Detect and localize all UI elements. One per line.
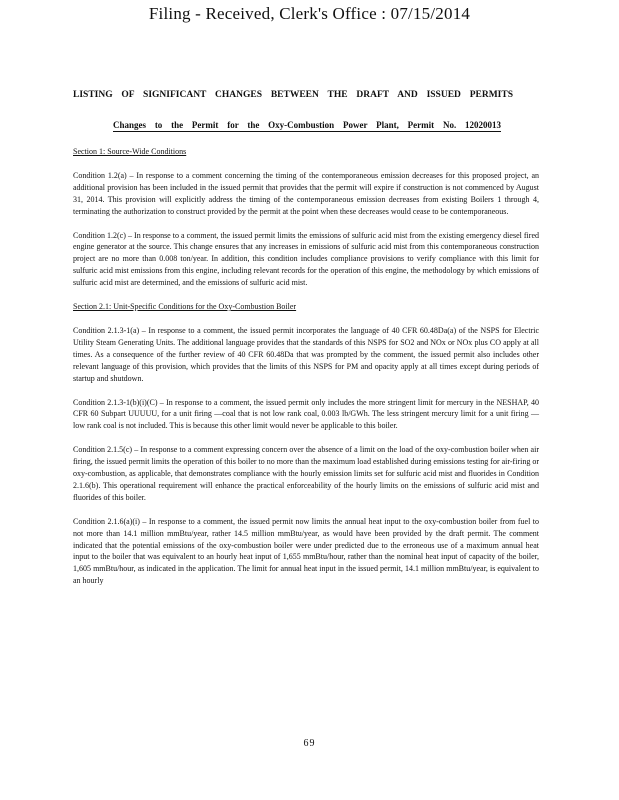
filing-header: Filing - Received, Clerk's Office : 07/15/2014 [148,4,471,23]
condition-paragraph: Condition 2.1.6(a)(i) – In response to a comment, the issued permit now limits the annual heat input to the oxy-combustion boiler from fuel to not more than 14.1 million mmBtu/year, rather 14.5 million mmBtu/year, as would have been provided by the draft permit. The comment indicated that the potential emissions of the oxy-combustion boiler were under predicted due to the erroneous use of a maximum annual heat input to the boiler that was equivalent to an hourly heat input of 1,655 mmBtu/hour, rather than the nominal heat input of capacity of the boiler, 1,605 mmBtu/hour, as indicated in the application. The limit for annual heat input in the issued permit, 14.1 million mmBtu/year, is equivalent to an hourly [73,516,539,586]
document-body [73,146,539,599]
page-number: 69 [303,738,316,749]
condition-paragraph: Condition 2.1.3-1(a) – In response to a comment, the issued permit incorporates the language of 40 CFR 60.48Da(a) of the NSPS for Electric Utility Steam Generating Units. The additional language provides that the standards of this NSPS for SO2 and NOx or NOx plus CO apply at all times. As a consequence of the further review of 40 CFR 60.48Da that was prompted by the comment, the issued permit also includes other relevant language of this provision, which provides that the limits of this NSPS for PM and opacity apply at all times except during periods of startup and shutdown. [73,325,539,383]
condition-paragraph: Condition 1.2(c) – In response to a comment, the issued permit limits the emissions of sulfuric acid mist from the existing emergency diesel fired engine generator at the source. This change ensures that any increases in emissions of sulfuric acid mist from this contemporaneous construction project are no more than 0.008 ton/year. In addition, this condition includes compliance provisions to verify compliance with this limit for sulfuric acid mist emissions from this engine, including relevant records for the operation of this engine, the methodology by which emissions of sulfuric acid mist are determined, and the emissions of sulfuric acid mist. [73,230,539,288]
condition-paragraph: Condition 1.2(a) – In response to a comment concerning the timing of the contemporaneous emission decreases for this proposed project, an additional provision has been included in the issued permit that provides that the permit will expire if construction is not commenced by August 31, 2014. This provision will explicitly address the timing of the contemporaneous emission decreases from existing Boilers 1 through 4, terminating the authorization to construct provided by the permit at the point when these decreases would cease to be contemporaneous. [73,170,539,216]
section-1 [73,146,539,289]
condition-paragraph: Condition 2.1.3-1(b)(i)(C) – In response to a comment, the issued permit only includes the more stringent limit for mercury in the NESHAP, 40 CFR 60 Subpart UUUUU, for a unit firing —coal that is not low rank coal, 0.003 lb/GWh. The less stringent mercury limit for a unit firing —low rank coal is not included. This is because this other limit would never be applicable to this boiler. [73,397,539,431]
section-heading: Section 2.1: Unit-Specific Conditions for the Oxy-Combustion Boiler [73,302,297,312]
document-title: LISTING OF SIGNIFICANT CHANGES BETWEEN THE DRAFT AND ISSUED PERMITS [73,90,513,100]
section-2-1 [73,301,539,587]
condition-paragraph: Condition 2.1.5(c) – In response to a comment expressing concern over the absence of a limit on the load of the oxy-combustion boiler when air firing, the issued permit limits the operation of this boiler to no more than the maximum load established during emissions testing for air-firing or oxy-combustion, as applicable, that demonstrates compliance with the hourly emission limits set for sulfuric acid mist and fluorides in Condition 2.1.6(b). This operational requirement will enhance the practical enforceability of the hourly limits on the emissions of sulfuric acid mist and fluorides of this boiler. [73,445,539,502]
section-heading: Section 1: Source-Wide Conditions [73,147,187,156]
document-subtitle: Changes to the Permit for the Oxy-Combustion Power Plant, Permit No. 12020013 [113,120,501,130]
